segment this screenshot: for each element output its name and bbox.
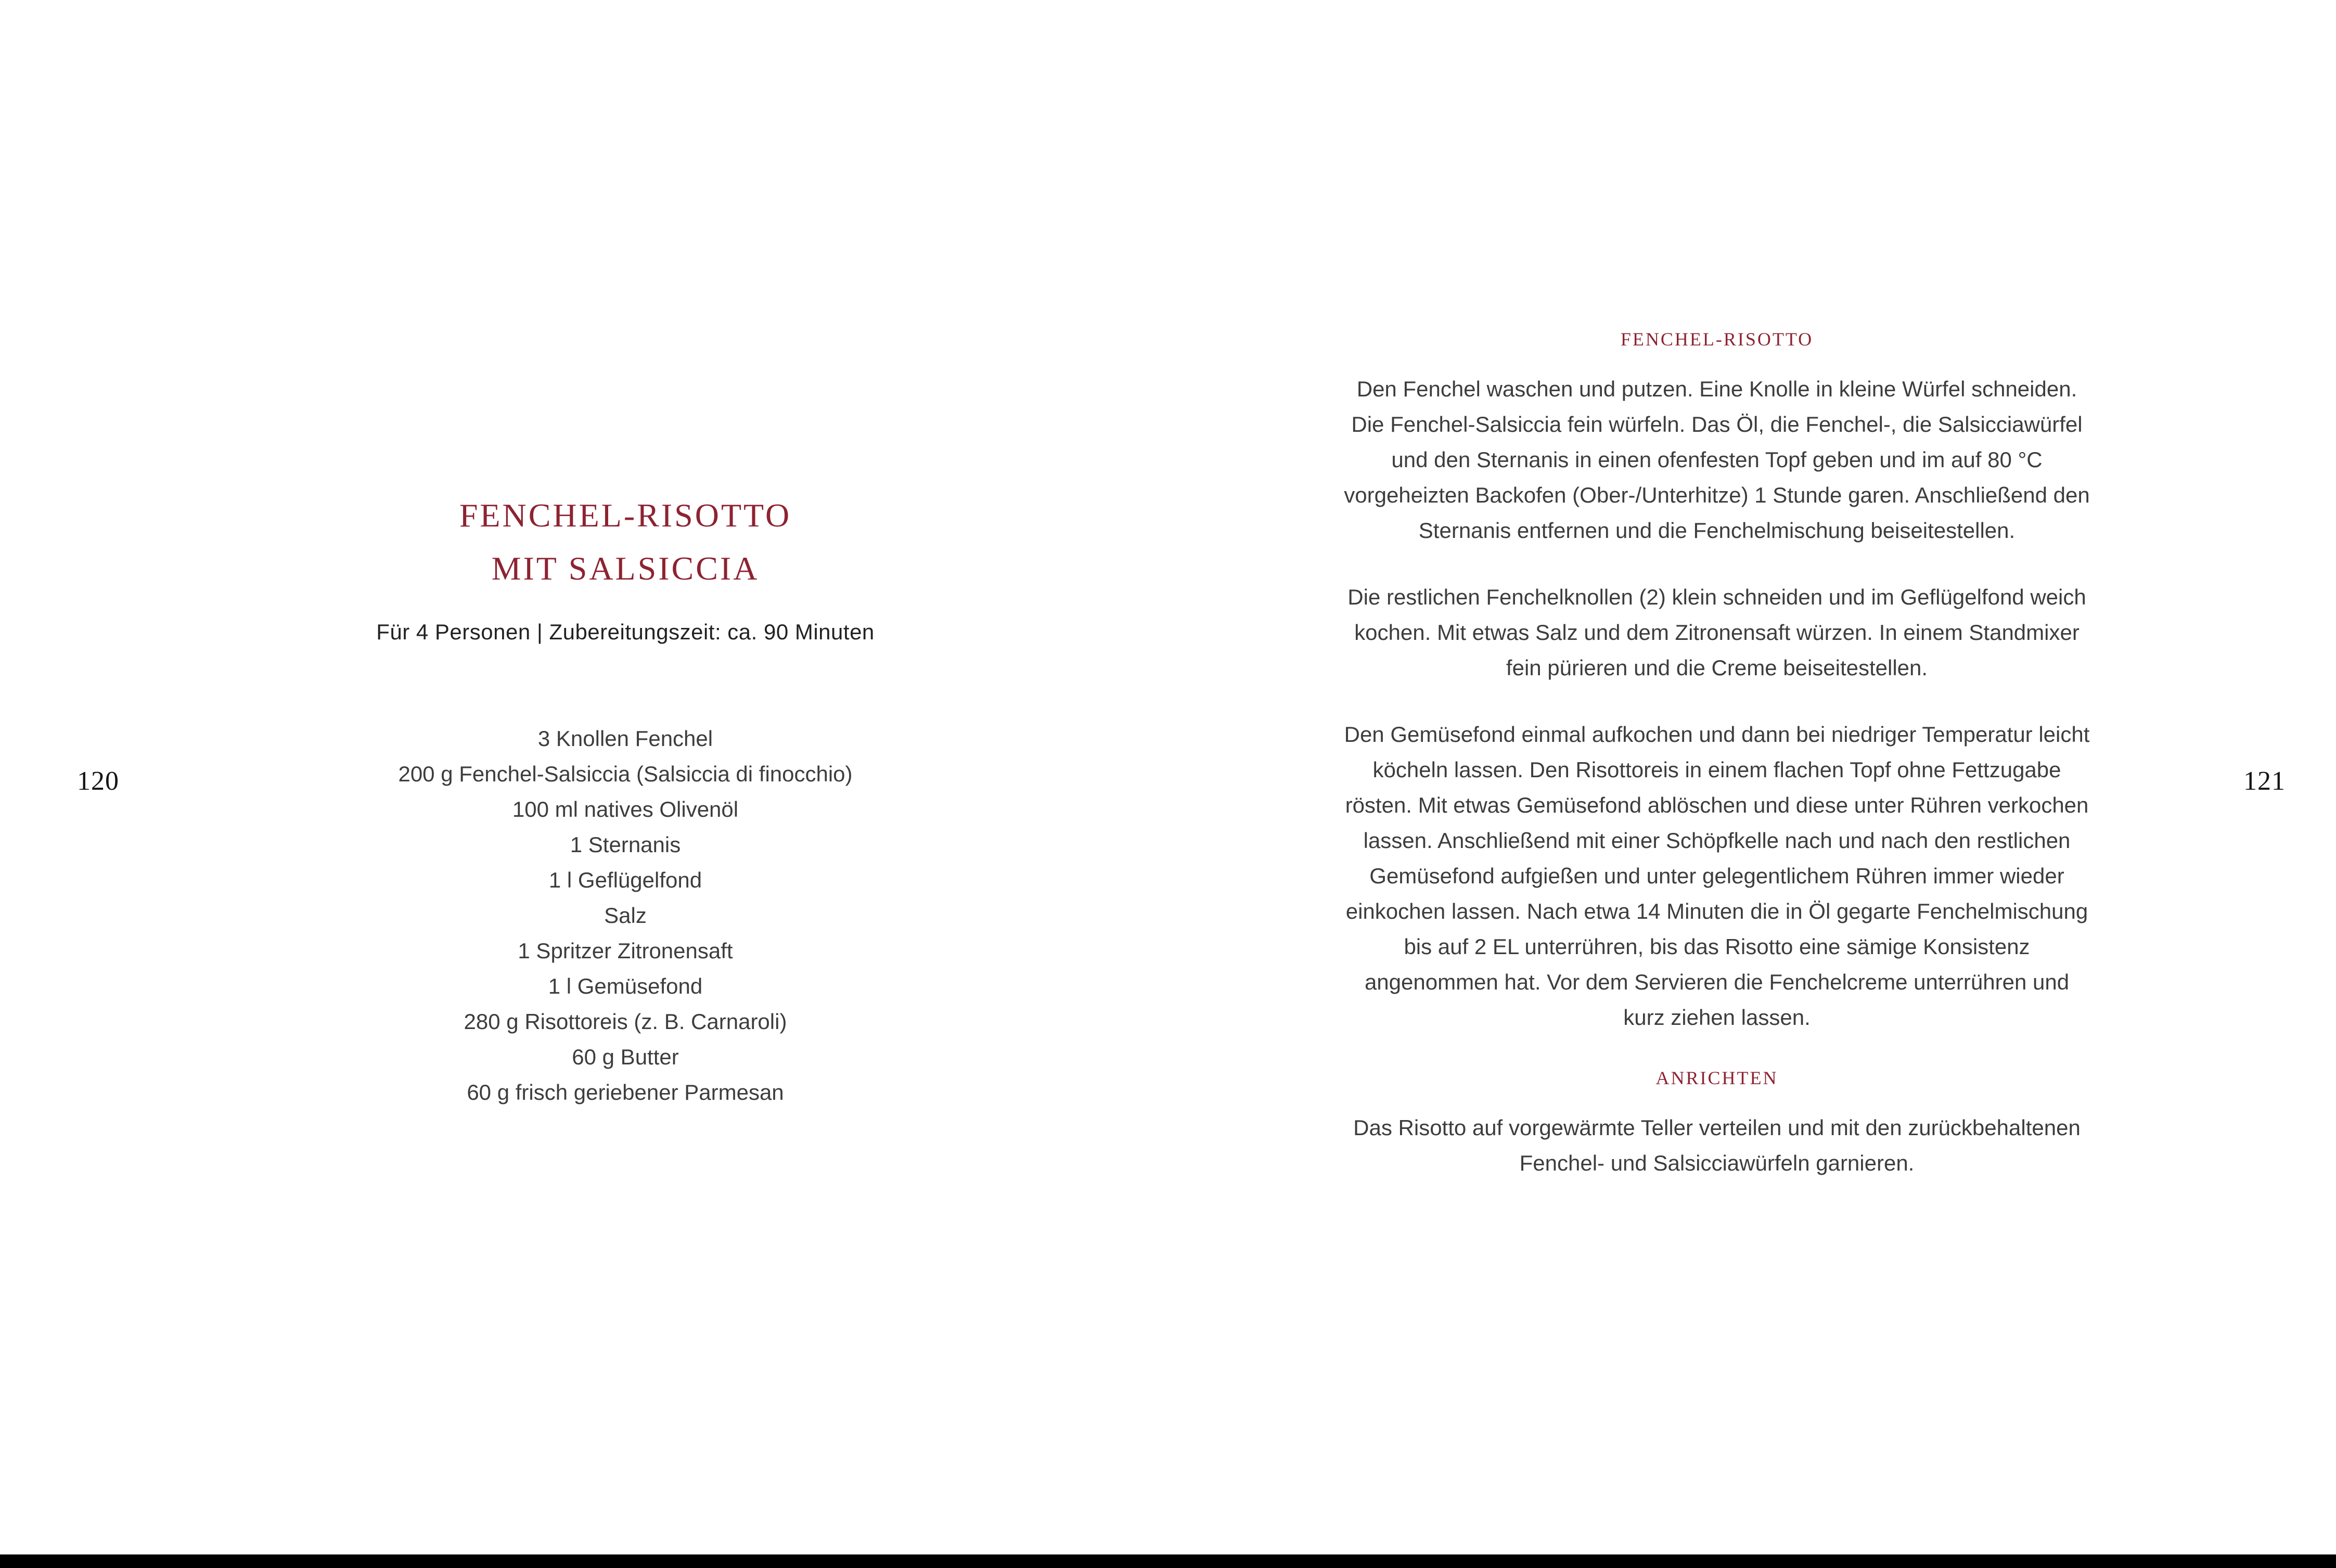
ingredient-item: 1 Spritzer Zitronensaft (518, 939, 733, 963)
section-heading-fenchel-risotto: FENCHEL-RISOTTO (1620, 329, 1814, 350)
ingredient-item: Salz (604, 903, 647, 928)
ingredient-item: 100 ml natives Olivenöl (512, 797, 739, 821)
page-number-left: 120 (77, 766, 119, 796)
ingredient-item: 1 l Gemüsefond (548, 974, 703, 998)
section-heading-anrichten: ANRICHTEN (1655, 1068, 1778, 1088)
ingredient-item: 60 g frisch geriebener Parmesan (467, 1080, 784, 1104)
recipe-header-column (261, 489, 990, 1110)
ingredients-list (261, 721, 990, 1110)
method-paragraph: Die restlichen Fenchelknollen (2) klein schneiden und im Geflügelfond weich kochen. Mit etwas Salz und dem Zitronensaft würzen. In einem Standmixer fein pürieren und die Creme beiseitestellen. (1347, 585, 2086, 680)
ingredient-item: 280 g Risottoreis (z. B. Carnaroli) (464, 1009, 787, 1034)
method-paragraph: Das Risotto auf vorgewärmte Teller verteilen und mit den zurückbehaltenen Fenchel- und Salsicciawürfeln garnieren. (1353, 1115, 2081, 1175)
page-number-right: 121 (2243, 766, 2286, 796)
recipe-meta: Für 4 Personen | Zubereitungszeit: ca. 90 Minuten (376, 620, 875, 644)
ingredient-item: 200 g Fenchel-Salsiccia (Salsiccia di finocchio) (398, 762, 853, 786)
bottom-edge-rule (0, 1554, 2336, 1568)
recipe-title-line2: MIT SALSICCIA (491, 550, 760, 587)
ingredient-item: 60 g Butter (572, 1045, 679, 1069)
method-paragraph: Den Gemüsefond einmal aufkochen und dann bei niedriger Temperatur leicht köcheln lassen. Den Risottoreis in einem flachen Topf ohne Fettzugabe rösten. Mit etwas Gemüsefond ablöschen und diese unter Rühren verkochen lassen. Anschließend mit einer Schöpfkelle nach und nach den restlichen Gemüsefond aufgießen und unter gelegentlichem Rühren immer wieder einkochen lassen. Nach etwa 14 Minuten die in Öl gegarte Fenchelmischung bis auf 2 EL unterrühren, bis das Risotto eine sämige Konsistenz angenommen hat. Vor dem Servieren die Fenchelcreme unterrühren und kurz ziehen lassen. (1344, 722, 2090, 1030)
ingredient-item: 1 Sternanis (570, 832, 681, 857)
method-paragraph: Den Fenchel waschen und putzen. Eine Knolle in kleine Würfel schneiden. Die Fenchel-Salsiccia fein würfeln. Das Öl, die Fenchel-, die Salsicciawürfel und den Sternanis in einen ofenfesten Topf geben und im auf 80 °C vorgeheizten Backofen (Ober-/Unterhitze) 1 Stunde garen. Anschließend den Sternanis entfernen und die Fenchelmischung beiseitestellen. (1344, 377, 2090, 543)
ingredient-item: 1 l Geflügelfond (548, 868, 702, 892)
ingredient-item: 3 Knollen Fenchel (537, 726, 713, 751)
recipe-title (261, 489, 990, 595)
method-column (1342, 328, 2091, 1181)
recipe-title-line1: FENCHEL-RISOTTO (459, 497, 792, 534)
